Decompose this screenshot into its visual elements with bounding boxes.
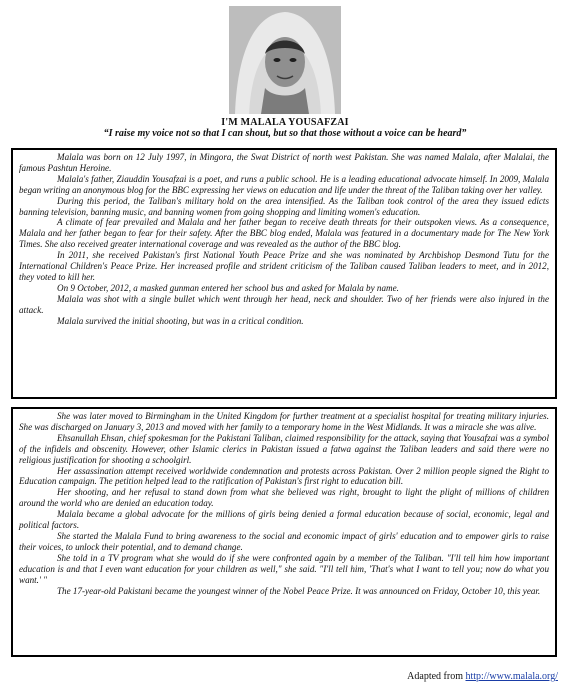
- biography-box-2: [11, 407, 557, 657]
- paragraph: Malala was shot with a single bullet which went through her head, neck and shoulder. Two of her friends were also injured in the attack.: [19, 293, 549, 315]
- source-credit: [407, 671, 558, 682]
- portrait-photo: [229, 6, 341, 114]
- source-prefix: Adapted from: [407, 671, 466, 682]
- page-title: I'M MALALA YOUSAFZAI: [221, 117, 349, 128]
- paragraph: In 2011, she received Pakistan's first National Youth Peace Prize and she was nominated by Archbishop Desmond Tutu for the International Children's Peace Prize. Her increased profile and strident criticism of the Taliban caused Taliban leaders to meet, and in 2012, they voted to kill her.: [19, 250, 549, 282]
- source-link[interactable]: http://www.malala.org/: [465, 671, 558, 682]
- paragraph: Malala survived the initial shooting, but was in a critical condition.: [57, 315, 304, 326]
- quote: “I raise my voice not so that I can shout, but so that those without a voice can be heard”: [103, 128, 467, 139]
- paragraph: She started the Malala Fund to bring awareness to the social and economic impact of girls' education and to empower girls to raise their voices, to unlock their potential, and to demand change.: [19, 530, 549, 552]
- paragraph: On 9 October, 2012, a masked gunman entered her school bus and asked for Malala by name.: [57, 282, 399, 293]
- paragraph: Her shooting, and her refusal to stand down from what she believed was right, brought to light the plight of millions of children around the world who are denied an education today.: [19, 487, 549, 509]
- paragraph: The 17-year-old Pakistani became the youngest winner of the Nobel Peace Prize. It was announced on Friday, October 10, this year.: [57, 585, 541, 596]
- paragraph: During this period, the Taliban's military hold on the area intensified. As the Taliban took control of the area they issued edicts banning television, banning music, and banning women from going shopping and limiting women's education.: [19, 195, 549, 217]
- paragraph: She told in a TV program what she would do if she were confronted again by a member of the Taliban. "I'll tell him how important education is and that I even want education for your children as well," she said. "I'll tell him, 'That's what I want to tell you; now do what you want.' ": [19, 552, 549, 585]
- biography-box-1: [11, 148, 557, 399]
- paragraph: Ehsanullah Ehsan, chief spokesman for the Pakistani Taliban, claimed responsibility for the attack, saying that Yousafzai was a symbol of the infidels and obscenity. However, other Islamic clerics in Pakistan issued a fatwa against the Taliban leaders and said there were no religious justification for shooting a schoolgirl.: [19, 432, 549, 465]
- paragraph: Malala became a global advocate for the millions of girls being denied a formal education because of social, economic, legal and political factors.: [19, 509, 549, 531]
- paragraph: Malala was born on 12 July 1997, in Mingora, the Swat District of north west Pakistan. She was named Malala, after Malalai, the famous Pashtun Heroine.: [19, 152, 549, 173]
- paragraph: A climate of fear prevailed and Malala and her father began to receive death threats for their outspoken views. As a consequence, Malala and her father began to fear for their safety. After the BBC blog ended, Malala was featured in a documentary made for The New York Times. She also received greater international coverage and was revealed as the author of the BBC blog.: [19, 217, 549, 250]
- paragraph: Malala's father, Ziauddin Yousafzai is a poet, and runs a public school. He is a leading educational advocate himself. In 2009, Malala began writing an anonymous blog for the BBC expressing her views on education and life under the threat of the Taliban taking over her valley.: [19, 173, 549, 195]
- paragraph: Her assassination attempt received worldwide condemnation and protests across Pakistan. Over 2 million people signed the Right to Education campaign. The petition helped lead to the ratification of Pakistan's first right to education bill.: [19, 465, 549, 487]
- paragraph: She was later moved to Birmingham in the United Kingdom for further treatment at a specialist hospital for treating military injuries. She was discharged on January 3, 2013 and moved with her family to a temporary home in the West Midlands. It was a miracle she was alive.: [19, 411, 549, 432]
